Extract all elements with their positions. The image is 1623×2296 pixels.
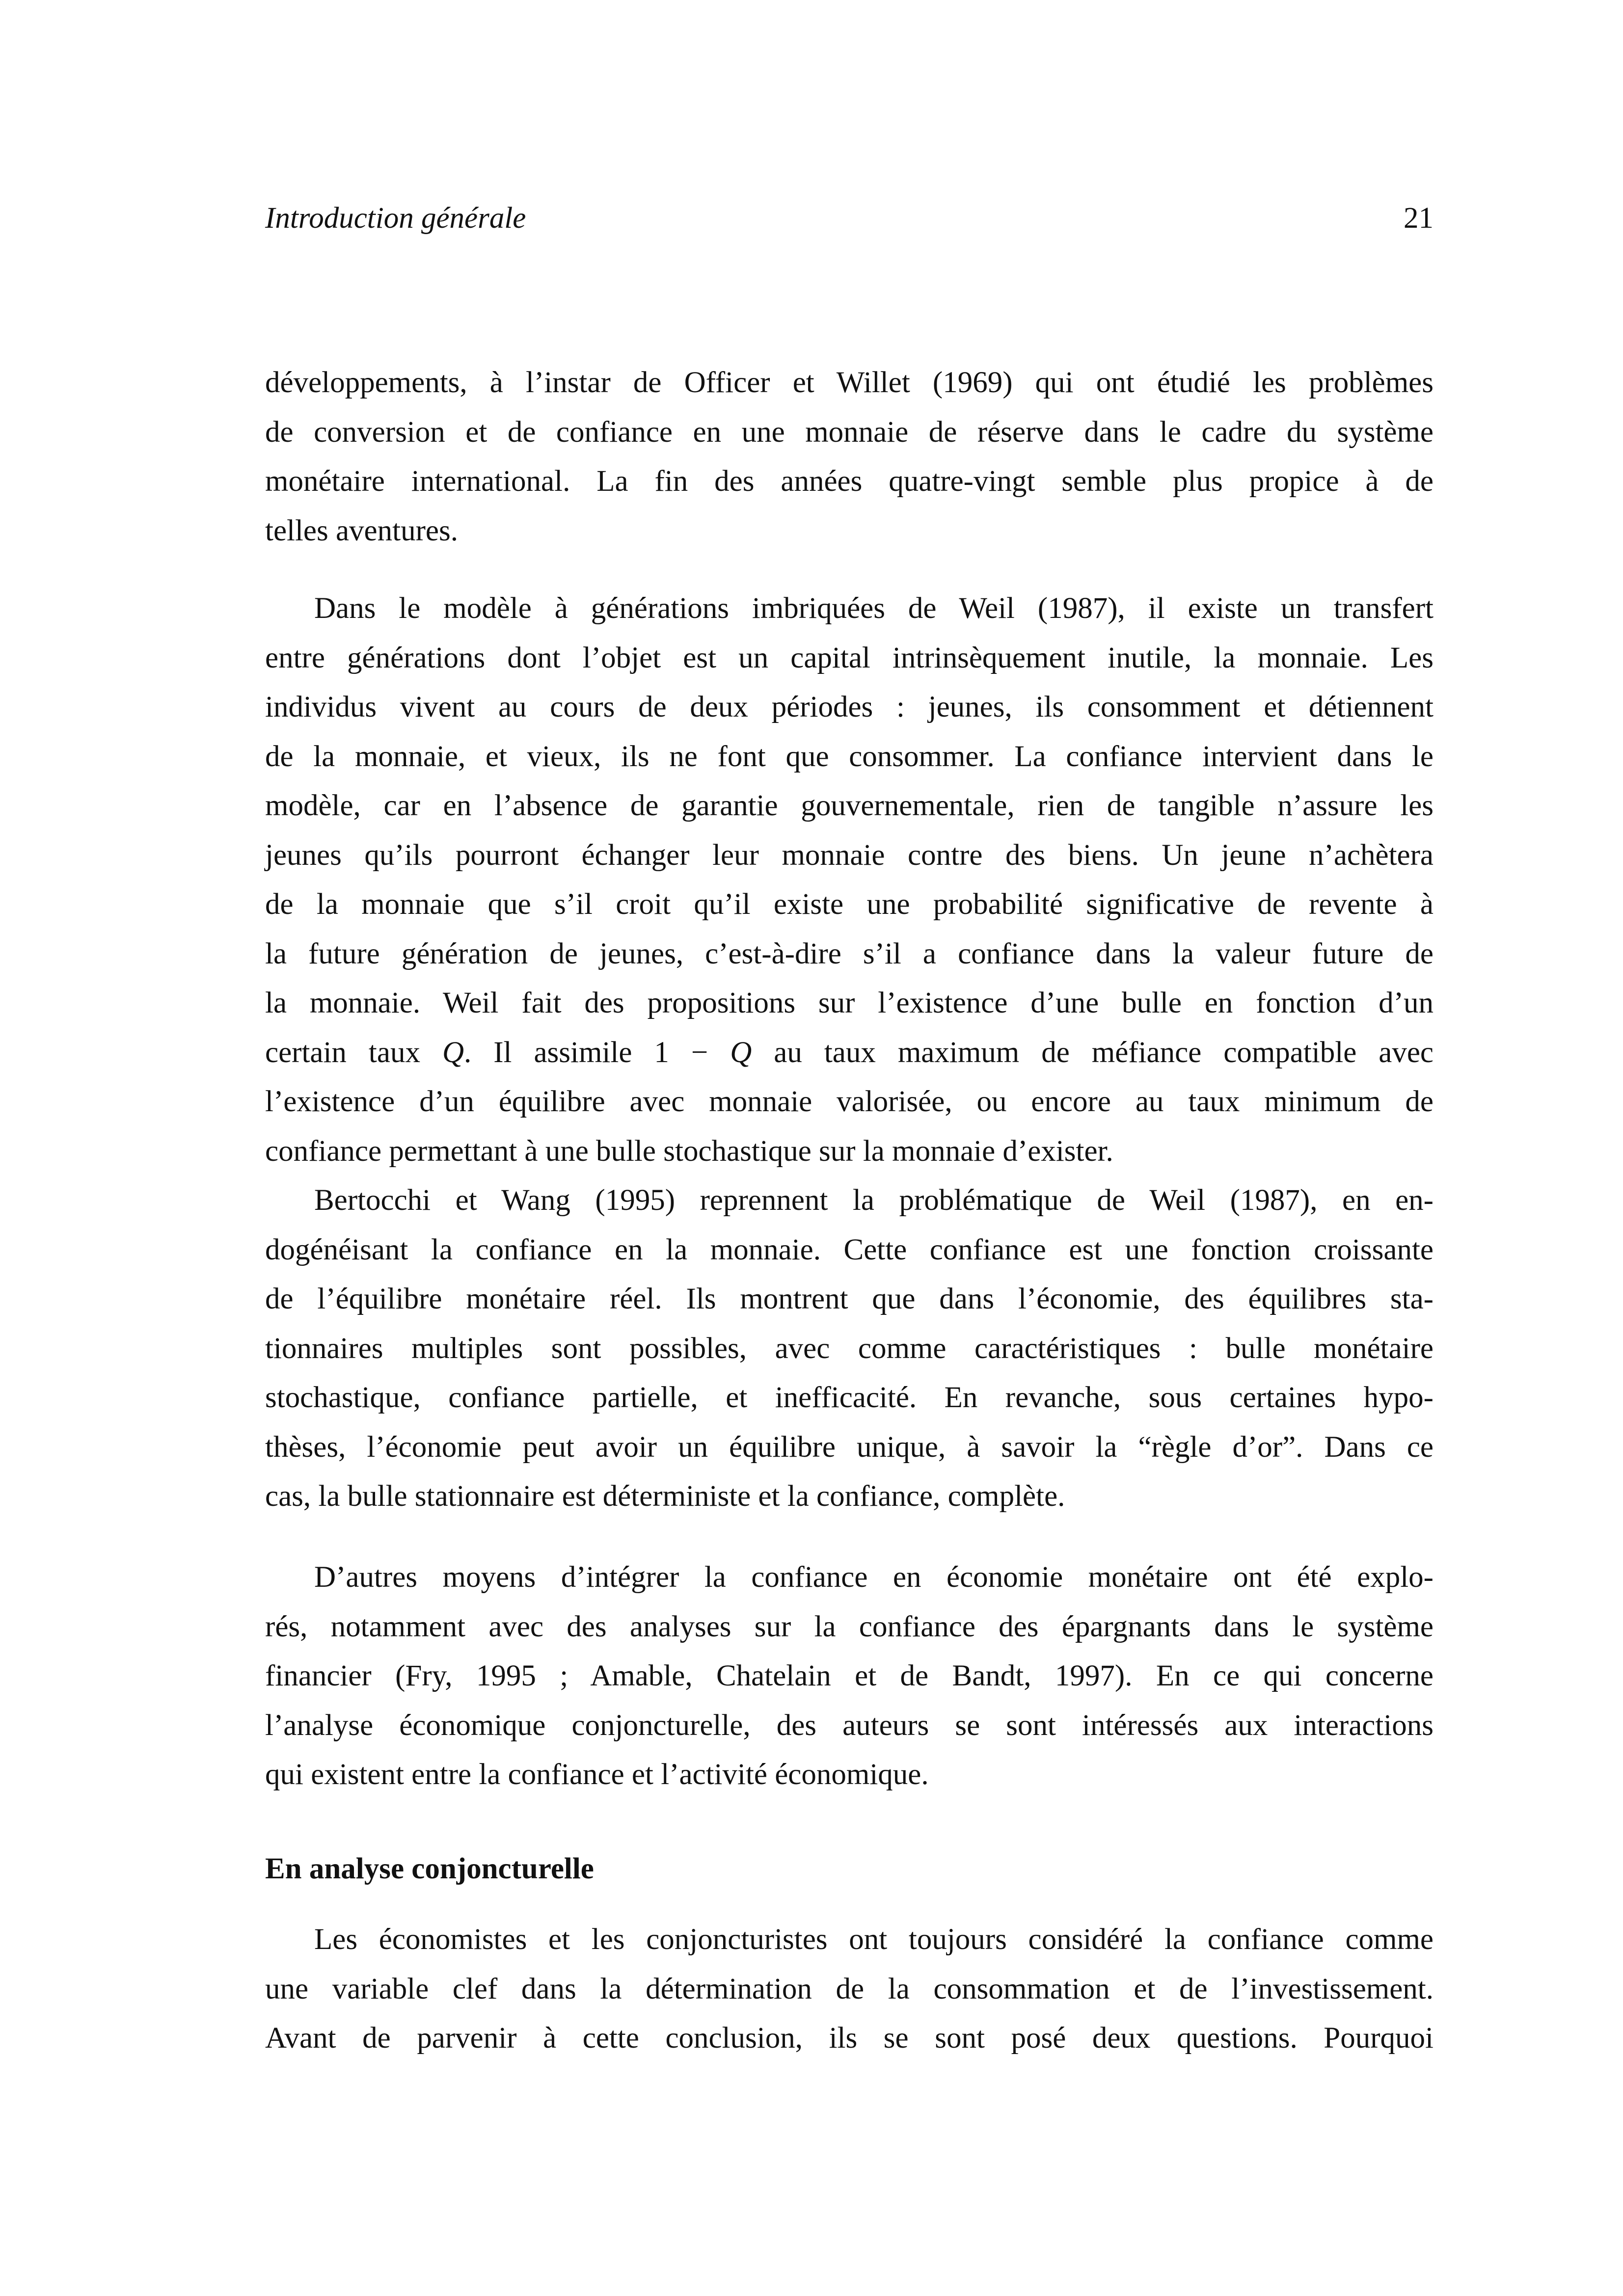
paragraph [265, 1553, 1434, 1800]
text-line [265, 1028, 1434, 1078]
text-line: individus vivent au cours de deux périodes : jeunes, ils consomment et détiennent [265, 691, 1434, 723]
text-line: telles aventures. [265, 514, 458, 547]
text-segment: certain taux [265, 1036, 442, 1069]
text-line: qui existent entre la confiance et l’activité économique. [265, 1758, 929, 1791]
text-line: cas, la bulle stationnaire est déterministe et la confiance, complète. [265, 1480, 1065, 1513]
text-line: de la monnaie, et vieux, ils ne font que consommer. La confiance intervient dans le [265, 740, 1434, 773]
text-line: de l’équilibre monétaire réel. Ils montrent que dans l’économie, des équilibres sta- [265, 1282, 1434, 1315]
text-line: de conversion et de confiance en une monnaie de réserve dans le cadre du système [265, 415, 1434, 449]
text-line: Les économistes et les conjoncturistes ont toujours considéré la confiance comme [314, 1923, 1434, 1956]
paragraph [265, 1915, 1434, 2063]
text-segment: . Il assimile 1 − [464, 1036, 730, 1069]
text-line: dogénéisant la confiance en la monnaie. Cette confiance est une fonction croissante [265, 1233, 1434, 1266]
text-line: une variable clef dans la détermination de la consommation et de l’investissement. [265, 1972, 1434, 2005]
paragraph [265, 584, 1434, 1176]
math-variable: Q [730, 1036, 752, 1069]
text-line: rés, notamment avec des analyses sur la confiance des épargnants dans le système [265, 1610, 1434, 1643]
text-line: modèle, car en l’absence de garantie gouvernementale, rien de tangible n’assure les [265, 789, 1434, 822]
text-line: financier (Fry, 1995 ; Amable, Chatelain et de Bandt, 1997). En ce qui concerne [265, 1659, 1434, 1692]
text-line: la monnaie. Weil fait des propositions sur l’existence d’une bulle en fonction d’un [265, 987, 1434, 1019]
text-line: l’existence d’un équilibre avec monnaie valorisée, ou encore au taux minimum de [265, 1085, 1434, 1118]
page-number: 21 [1404, 202, 1434, 235]
paragraph [265, 1176, 1434, 1522]
text-line: confiance permettant à une bulle stochastique sur la monnaie d’exister. [265, 1134, 1113, 1168]
text-line: l’analyse économique conjoncturelle, des auteurs se sont intéressés aux interactions [265, 1709, 1434, 1742]
text-line: entre générations dont l’objet est un capital intrinsèquement inutile, la monnaie. Les [265, 641, 1434, 674]
text-line: tionnaires multiples sont possibles, avec comme caractéristiques : bulle monétaire [265, 1332, 1434, 1365]
text-line: stochastique, confiance partielle, et inefficacité. En revanche, sous certaines hypo- [265, 1381, 1434, 1414]
paragraph [265, 358, 1434, 556]
text-line: monétaire international. La fin des années quatre-vingt semble plus propice à de [265, 465, 1434, 498]
math-variable: Q [442, 1036, 464, 1069]
text-line: jeunes qu’ils pourront échanger leur monnaie contre des biens. Un jeune n’achètera [265, 838, 1434, 872]
text-line: Dans le modèle à générations imbriquées de Weil (1987), il existe un transfert [314, 592, 1434, 625]
text-line: thèses, l’économie peut avoir un équilibre unique, à savoir la “règle d’or”. Dans ce [265, 1430, 1434, 1464]
text-line: développements, à l’instar de Officer et Willet (1969) qui ont étudié les problèmes [265, 366, 1434, 399]
text-line: D’autres moyens d’intégrer la confiance en économie monétaire ont été explo- [314, 1561, 1434, 1594]
text-segment: au taux maximum de méfiance compatible avec [752, 1036, 1434, 1069]
running-header [265, 194, 1434, 243]
text-line: la future génération de jeunes, c’est-à-dire s’il a confiance dans la valeur future de [265, 937, 1434, 970]
text-line: Avant de parvenir à cette conclusion, ils se sont posé deux questions. Pourquoi [265, 2022, 1434, 2055]
section-heading: En analyse conjoncturelle [265, 1852, 594, 1885]
running-header-title: Introduction générale [265, 202, 526, 235]
text-line: Bertocchi et Wang (1995) reprennent la problématique de Weil (1987), en en- [314, 1184, 1434, 1217]
text-line: de la monnaie que s’il croit qu’il existe une probabilité significative de revente à [265, 888, 1434, 921]
